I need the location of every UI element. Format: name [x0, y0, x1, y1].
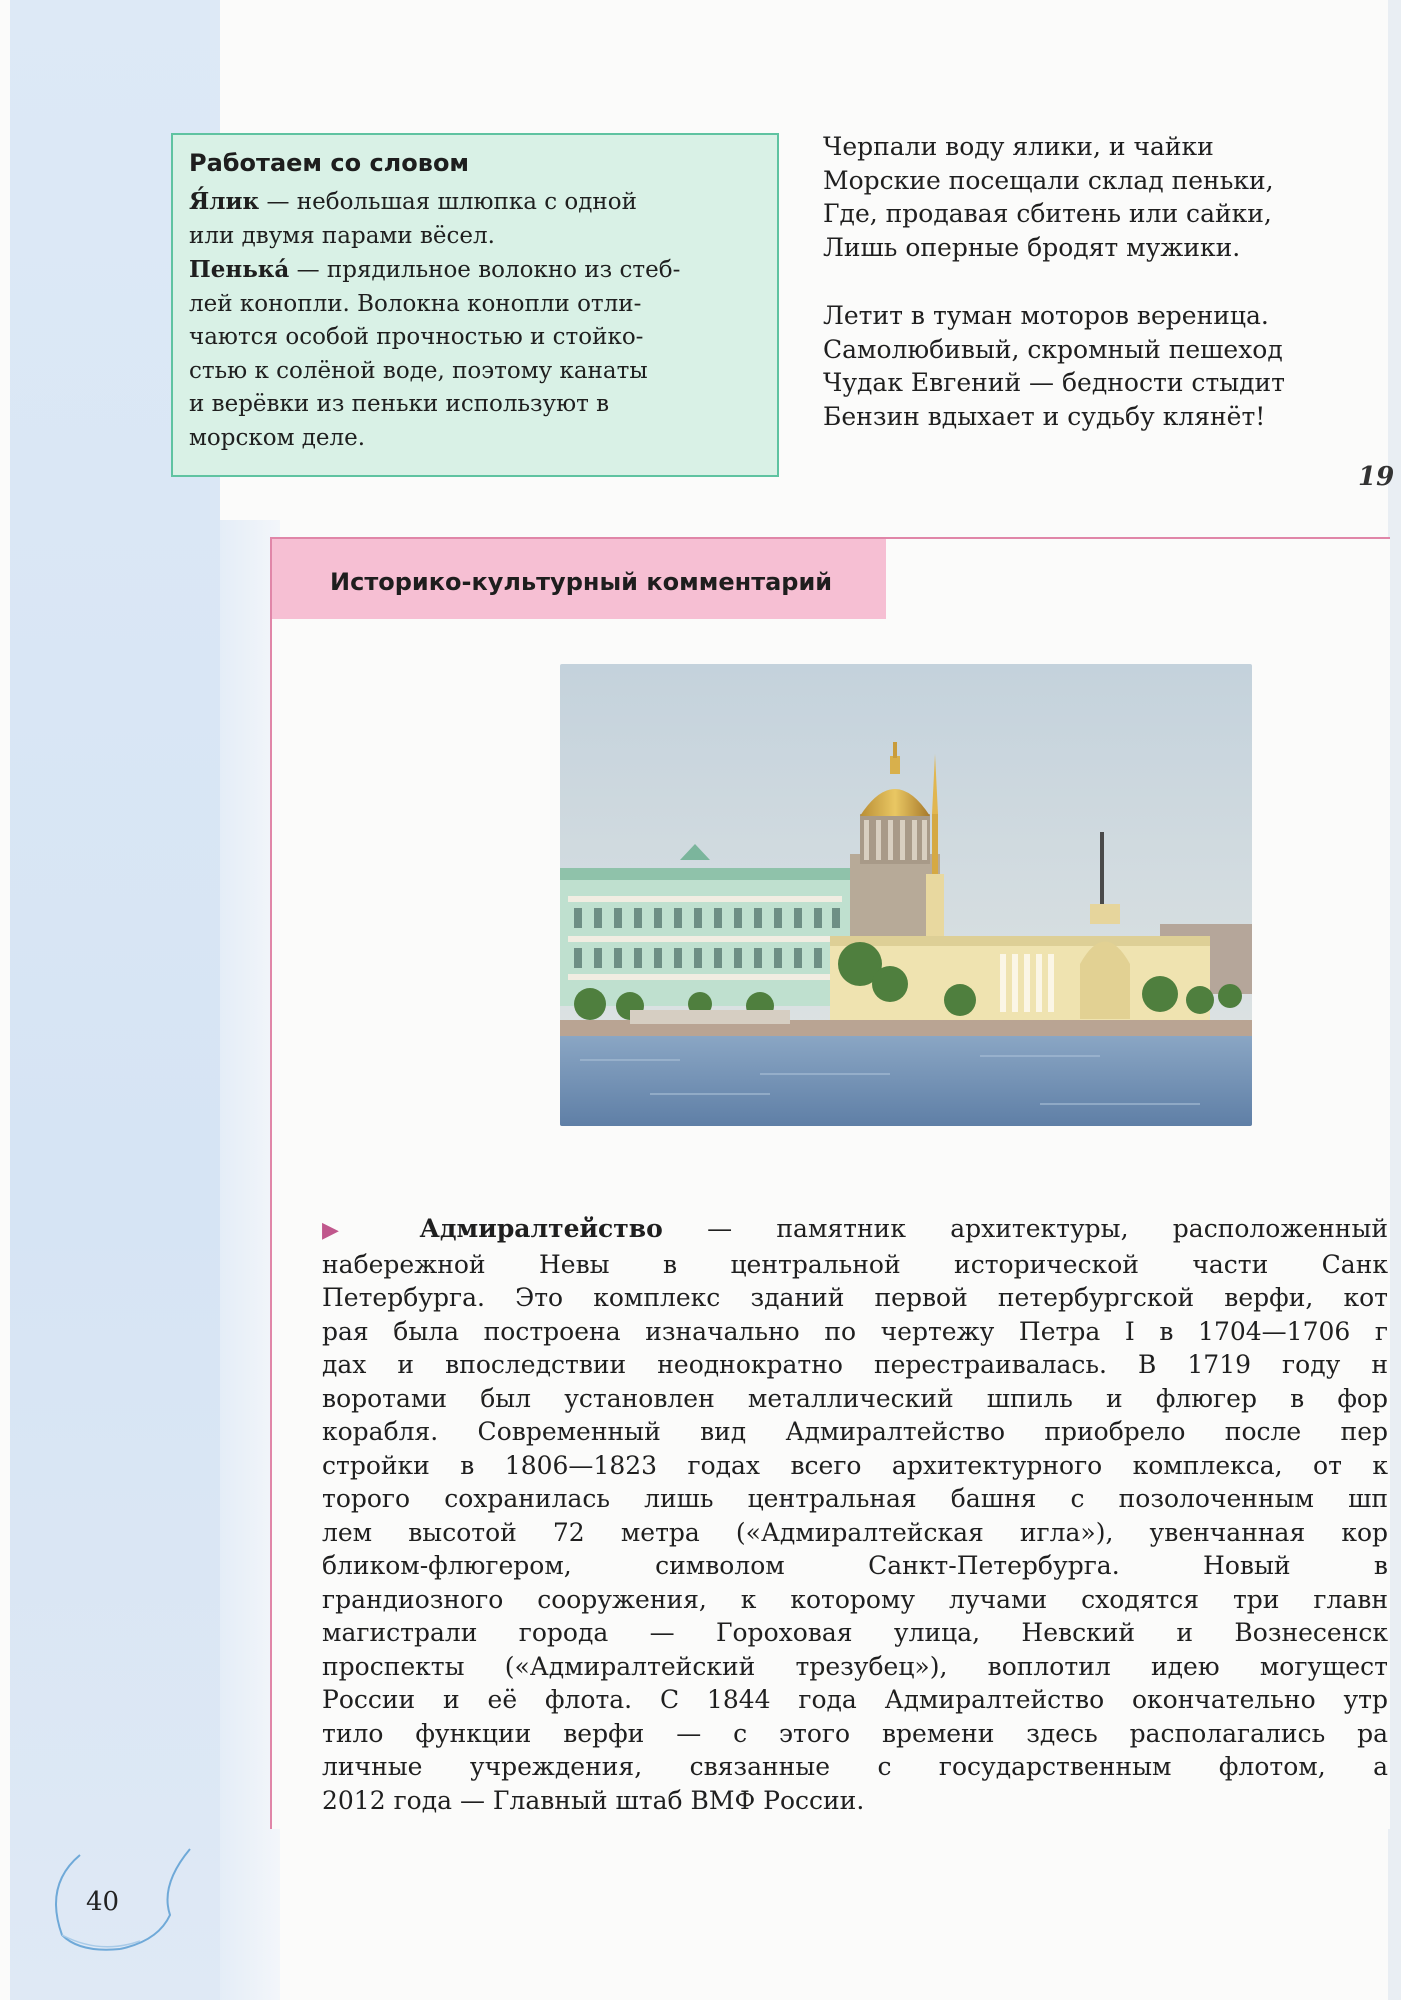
vocabulary-term: Я́лик — [189, 188, 260, 215]
commentary-line: Петербурга. Это комплекс зданий первой петербургской верфи, кот — [322, 1283, 1388, 1312]
vocabulary-definition-line: или двумя парами вёсел. — [189, 222, 495, 249]
poem-line: Лишь оперные бродят мужики. — [823, 232, 1241, 262]
vocabulary-definition-line: морском деле. — [189, 424, 366, 451]
poem-stanza — [823, 299, 1388, 433]
vocabulary-title: Работаем со словом — [189, 149, 470, 177]
commentary-line: России и её флота. С 1844 года Адмиралтейство окончательно утр — [322, 1685, 1388, 1714]
commentary-line: торого сохранилась лишь центральная башня с позолоченным шп — [322, 1484, 1388, 1513]
vocabulary-definition-line: стью к солёной воде, поэтому канаты — [189, 357, 648, 384]
vocabulary-definition-line: лей конопли. Волокна конопли отли- — [189, 290, 642, 317]
commentary-line: стройки в 1806—1823 годах всего архитектурного комплекса, от к — [322, 1450, 1388, 1480]
poem-line: Чудак Евгений — бедности стыдит — [823, 368, 1286, 397]
poem-stanza — [823, 130, 1388, 264]
commentary-line: лем высотой 72 метра («Адмиралтейская игла»), увенчанная кор — [322, 1517, 1388, 1547]
commentary-line: — памятник архитектуры, расположенный — [707, 1214, 1389, 1243]
commentary-line: воротами был установлен металлический шпиль и флюгер в фор — [322, 1383, 1388, 1413]
commentary-term: Адмиралтейство — [419, 1214, 663, 1243]
commentary-line: дах и впоследствии неоднократно перестраивалась. В 1719 году н — [322, 1350, 1388, 1379]
commentary-title: Историко-культурный комментарий — [330, 568, 833, 596]
commentary-line: корабля. Современный вид Адмиралтейство приобрело после пер — [322, 1417, 1388, 1446]
commentary-line: 2012 года — Главный штаб ВМФ России. — [322, 1785, 865, 1815]
triangle-marker-icon: ▶ — [322, 1218, 376, 1243]
vocabulary-entry-yalik — [189, 185, 761, 253]
vocabulary-definition-line: — небольшая шлюпка с одной — [266, 189, 637, 215]
vocabulary-definition-line: — прядильное волокно из стеб- — [296, 257, 681, 283]
poem — [823, 130, 1388, 468]
commentary-line: личные учреждения, связанные с государственным флотом, а — [322, 1752, 1388, 1781]
poem-line: Летит в туман моторов вереница. — [823, 301, 1269, 330]
commentary-line: бликом-флюгером, символом Санкт-Петербурга. Новый в — [322, 1551, 1388, 1580]
vocabulary-entry-penka — [189, 253, 761, 455]
page-number: 40 — [86, 1887, 120, 1917]
vocabulary-definition-line: чаются особой прочностью и стойко- — [189, 324, 644, 350]
poem-line: Бензин вдыхает и судьбу клянёт! — [823, 401, 1266, 431]
poem-line: Самолюбивый, скромный пешеход — [823, 334, 1283, 364]
poem-line: Где, продавая сбитень или сайки, — [823, 199, 1272, 228]
commentary-line: грандиозного сооружения, к которому лучами сходятся три главн — [322, 1584, 1388, 1614]
poem-line: Морские посещали склад пеньки, — [823, 165, 1274, 195]
commentary-text — [322, 1212, 1388, 1817]
vocabulary-box — [171, 133, 779, 477]
admiralty-photo — [560, 664, 1252, 1126]
commentary-first-line — [322, 1212, 1388, 1248]
commentary-line: магистрали города — Гороховая улица, Невский и Вознесенск — [322, 1618, 1388, 1647]
poem-line: Черпали воду ялики, и чайки — [823, 132, 1214, 161]
poem-stanza-number: 19 — [1358, 462, 1395, 492]
vocabulary-term: Пенька́ — [189, 256, 290, 283]
commentary-line: тило функции верфи — с этого времени здесь располагались ра — [322, 1718, 1388, 1748]
page-number-badge — [40, 1845, 210, 1955]
commentary-line: рая была построена изначально по чертежу Петра I в 1704—1706 г — [322, 1316, 1388, 1346]
commentary-line: проспекты («Адмиралтейский трезубец»), воплотил идею могущест — [322, 1651, 1388, 1681]
vocabulary-definition-line: и верёвки из пеньки используют в — [189, 391, 610, 417]
commentary-line: набережной Невы в центральной исторической части Санк — [322, 1249, 1388, 1279]
